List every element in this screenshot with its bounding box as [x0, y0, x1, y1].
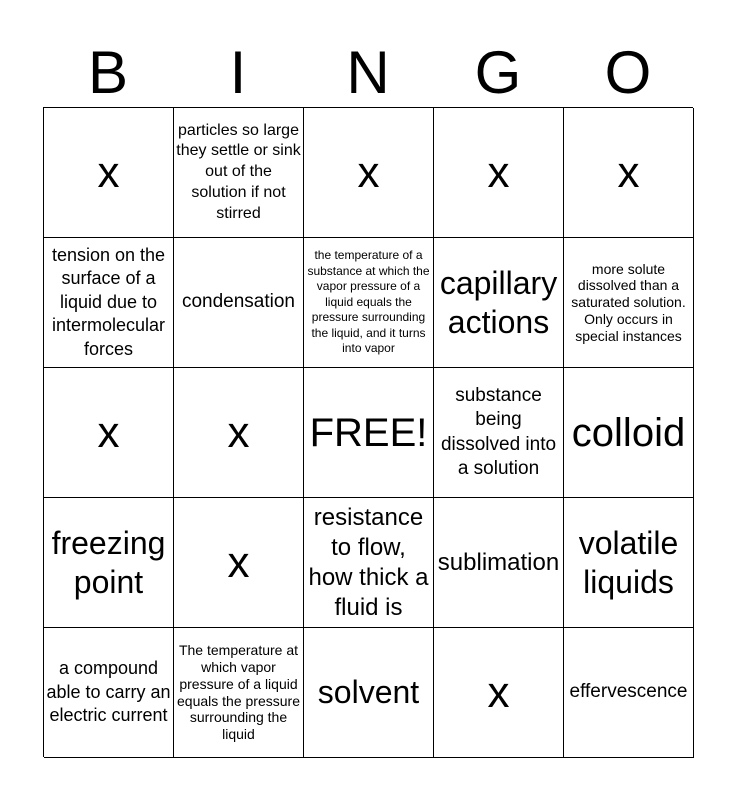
bingo-cell[interactable]: particles so large they settle or sink out of the solution if not stirred [174, 108, 304, 238]
free-space-cell[interactable]: FREE! [304, 368, 434, 498]
bingo-cell[interactable]: The temperature at which vapor pressure of a liquid equals the pressure surrounding the liquid [174, 628, 304, 758]
bingo-cell[interactable]: x [564, 108, 694, 238]
bingo-cell[interactable]: a compound able to carry an electric current [44, 628, 174, 758]
bingo-cell[interactable]: x [434, 108, 564, 238]
bingo-cell[interactable]: colloid [564, 368, 694, 498]
bingo-cell[interactable]: tension on the surface of a liquid due to intermolecular forces [44, 238, 174, 368]
header-letter-g: G [474, 39, 522, 106]
bingo-cell[interactable]: more solute dissolved than a saturated solution. Only occurs in special instances [564, 238, 694, 368]
bingo-header [43, 40, 693, 106]
header-letter-o: O [604, 39, 652, 106]
bingo-cell[interactable]: capillary actions [434, 238, 564, 368]
bingo-cell[interactable]: x [44, 368, 174, 498]
bingo-cell[interactable]: solvent [304, 628, 434, 758]
bingo-cell[interactable]: effervescence [564, 628, 694, 758]
bingo-cell[interactable]: sublimation [434, 498, 564, 628]
bingo-cell[interactable]: x [304, 108, 434, 238]
header-letter-n: N [346, 39, 390, 106]
bingo-cell[interactable]: condensation [174, 238, 304, 368]
header-letter-i: I [229, 39, 247, 106]
bingo-cell[interactable]: resistance to flow, how thick a fluid is [304, 498, 434, 628]
bingo-cell[interactable]: substance being dissolved into a solution [434, 368, 564, 498]
bingo-cell[interactable]: x [434, 628, 564, 758]
bingo-cell[interactable]: x [174, 368, 304, 498]
bingo-cell[interactable]: x [44, 108, 174, 238]
bingo-cell[interactable]: volatile liquids [564, 498, 694, 628]
header-letter-b: B [87, 39, 129, 106]
bingo-cell[interactable]: freezing point [44, 498, 174, 628]
bingo-board [43, 107, 693, 757]
bingo-cell[interactable]: the temperature of a substance at which the vapor pressure of a liquid equals the pressure surrounding the liquid, and it turns into vapor [304, 238, 434, 368]
bingo-cell[interactable]: x [174, 498, 304, 628]
